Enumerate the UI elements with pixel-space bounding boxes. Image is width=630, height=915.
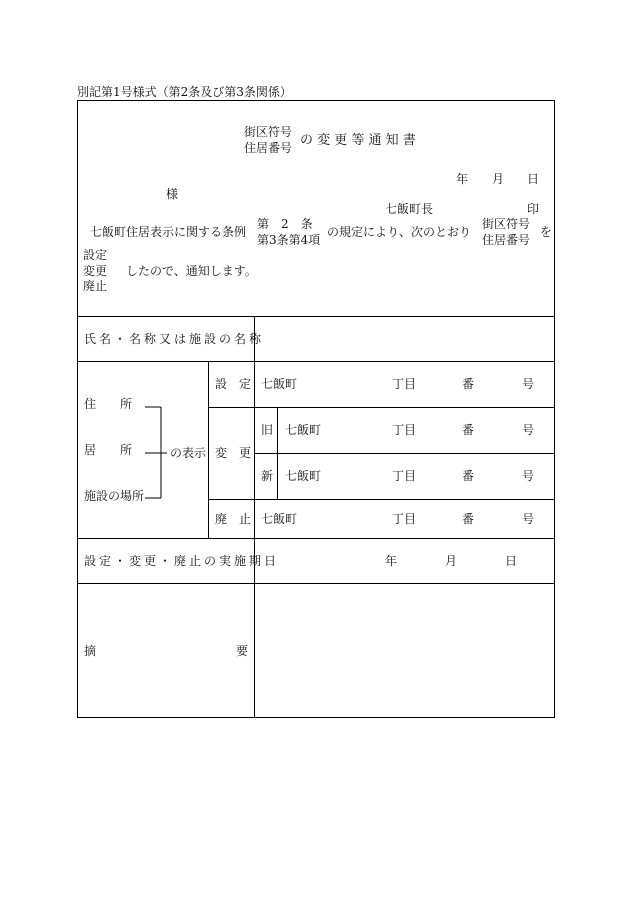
effective-day: 日 [505, 554, 518, 568]
body-code-2: 住居番号 [482, 233, 531, 247]
action-set: 設定 [83, 248, 108, 262]
closing-text: したので、通知します。 [126, 264, 257, 278]
display-label: の表示 [170, 446, 207, 460]
form-reference: 別記第1号様式（第2条及び第3条関係） [77, 85, 292, 99]
action-abolish: 廃止 [83, 279, 108, 293]
remarks-label-1: 摘 [84, 644, 97, 658]
seal-mark: 印 [527, 202, 540, 216]
article-1: 第 2 条 [257, 217, 313, 231]
address-label-jusho: 住 所 [84, 397, 133, 411]
ordinance-name: 七飯町住居表示に関する条例 [90, 225, 247, 239]
body-code-1: 街区符号 [482, 217, 531, 231]
new-town: 七飯町 [285, 469, 322, 483]
column-divider-type [208, 361, 209, 538]
set-go: 号 [522, 377, 535, 391]
remarks-label-2: 要 [236, 644, 249, 658]
article-2: 第3条第4項 [257, 233, 321, 247]
date-day: 日 [527, 172, 540, 186]
abolish-chome: 丁目 [392, 512, 417, 526]
new-go: 号 [522, 469, 535, 483]
new-chome: 丁目 [392, 469, 417, 483]
particle-wo: を [540, 225, 553, 239]
abolish-ban: 番 [462, 512, 475, 526]
abolish-town: 七飯町 [261, 512, 298, 526]
divider-address-block [77, 538, 555, 539]
date-year: 年 [456, 172, 469, 186]
recipient-honorific: 様 [166, 187, 179, 201]
date-month: 月 [492, 172, 505, 186]
provision-text: の規定により、次のとおり [327, 225, 472, 239]
address-label-kyosho: 居 所 [84, 443, 133, 457]
column-divider-oldnew [277, 407, 278, 499]
set-town: 七飯町 [261, 377, 298, 391]
divider-old-new [254, 453, 555, 454]
action-change: 変更 [83, 264, 108, 278]
old-go: 号 [522, 423, 535, 437]
set-ban: 番 [462, 377, 475, 391]
divider-header [77, 316, 555, 317]
issuer-title: 七飯町長 [385, 202, 434, 216]
row-label-new: 新 [261, 469, 274, 483]
name-label: 氏名・名称又は施設の名称 [84, 332, 265, 346]
set-chome: 丁目 [392, 377, 417, 391]
row-label-set: 設 定 [215, 377, 252, 391]
row-label-old: 旧 [261, 423, 274, 437]
form-title: の 変 更 等 通 知 書 [300, 133, 416, 148]
old-town: 七飯町 [285, 423, 322, 437]
header-code-2: 住居番号 [244, 141, 293, 155]
column-divider-main [254, 316, 255, 718]
effective-month: 月 [445, 554, 458, 568]
old-ban: 番 [462, 423, 475, 437]
divider-set-row [208, 407, 555, 408]
address-label-facility: 施設の場所 [84, 489, 145, 503]
divider-date-row [77, 583, 555, 584]
effective-date-label: 設定・変更・廃止の実施期日 [84, 554, 280, 568]
divider-name-row [77, 361, 555, 362]
effective-year: 年 [385, 554, 398, 568]
old-chome: 丁目 [392, 423, 417, 437]
row-label-change: 変 更 [215, 446, 252, 460]
header-code-1: 街区符号 [244, 125, 293, 139]
new-ban: 番 [462, 469, 475, 483]
divider-change-row [208, 499, 555, 500]
abolish-go: 号 [522, 512, 535, 526]
grouping-bracket [145, 400, 169, 500]
row-label-abolish: 廃 止 [215, 512, 252, 526]
